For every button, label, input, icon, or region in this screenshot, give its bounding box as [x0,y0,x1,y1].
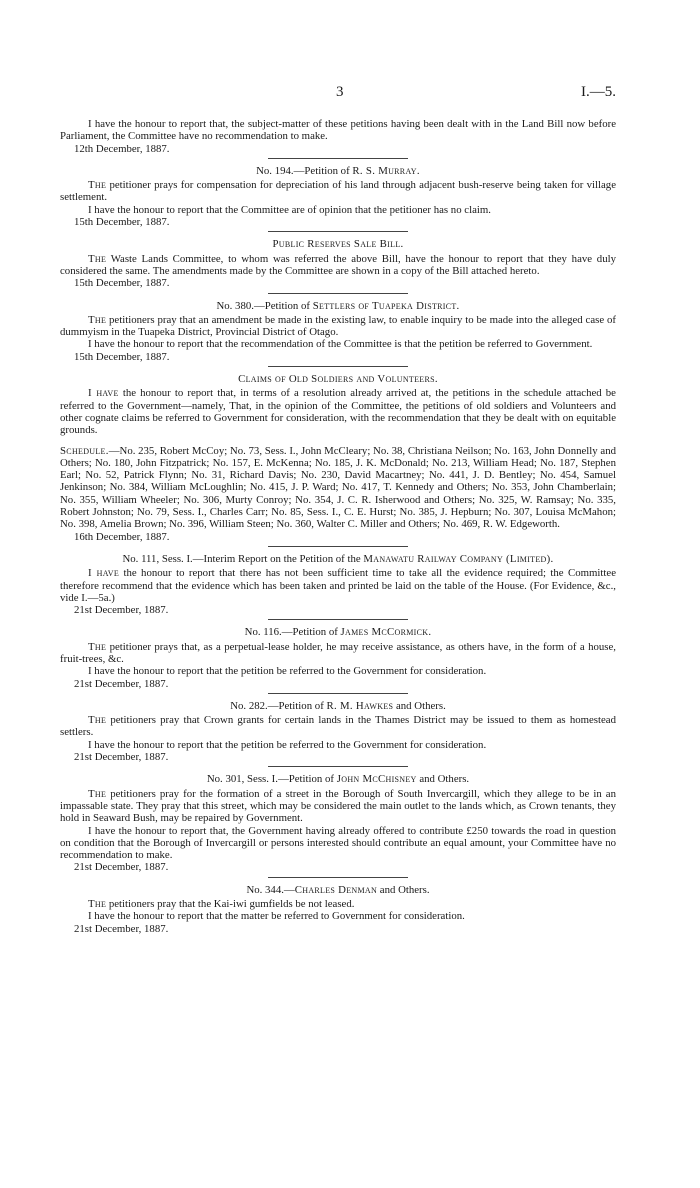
section-paragraph [60,825,616,862]
section-title-pre: No. 301, Sess. I.—Petition of [206,773,337,786]
section-title-pre: No. 111, Sess. I.—Interim Report on the Petition of the [122,552,364,565]
section-date: 15th December, 1887. [74,216,170,229]
section-date: 21st December, 1887. [74,922,169,935]
page-number: 3 [336,84,344,100]
section-divider [268,619,408,620]
section-paragraph [60,641,616,666]
paragraph-text: petitioners pray that an amendment be made in the existing law, to enable inquiry to be made into the alleged case of dummyism in the Tuapeka District, Provincial District of Otago. [60,313,616,339]
paragraph-text: petitioners pray that Crown grants for certain lands in the Thames District may be issued to them as homestead settlers. [60,714,616,739]
section-title-sc: Claims of Old Soldiers and Volunteers. [238,373,438,386]
paragraph-lead: The [88,714,107,727]
section-title-sc: Public Reserves Sale Bill. [272,238,404,251]
section-paragraph [60,898,616,910]
paragraph-text: petitioner prays that, as a perpetual-lease holder, he may receive assistance, as others have, in the form of a house, fruit-trees, &c. [60,640,616,665]
section-title [60,238,616,250]
paragraph-lead: The [88,313,107,326]
section-title-sc: James McCormick. [340,626,432,639]
section-paragraph [60,714,616,739]
petition-sections [60,158,616,935]
section-title-sc: R. S. Murray. [352,164,420,177]
page-reference: I.—5. [581,84,616,100]
section-title-sc: John McChisney [336,773,417,786]
section-title-pre: No. 344.— [246,883,295,896]
section-divider [268,546,408,547]
section-title [60,165,616,177]
page-header [0,84,700,104]
paragraph-text: I have the honour to report that the recommendation of the Committee is that the petition be referred to Government. [88,338,593,351]
section-divider [268,158,408,159]
paragraph-text: petitioners pray for the formation of a street in the Borough of South Invercargill, which they allege to be in an impassable state. They pray that this street, which may be considered the main outlet to the lands which, as Crown tenants, they hold in Seaward Bush, may be repaired by Government. [60,787,616,825]
paragraph-lead: The [88,179,107,192]
section-title-sc: R. M. Hawkes [326,699,394,712]
section-paragraph [60,445,616,531]
paragraph-text: I have the honour to report that the petition be referred to the Government for consideration. [88,738,487,751]
paragraph-lead: The [88,252,107,265]
section-title-pre: No. 194.—Petition of [256,164,353,177]
paragraph-lead: The [88,787,107,800]
document-body [60,118,616,935]
section-title-pre: No. 380.—Petition of [216,299,313,312]
section-date: 21st December, 1887. [74,751,169,764]
paragraph-text: the honour to report that there has not been sufficient time to take all the evidence required; the Committee therefore recommend that the evidence which has been taken and printed be laid on the table of the House. (For Evidence, &c., vide I.—5a.) [60,567,616,604]
section-divider [268,231,408,232]
section-title-sc: Settlers of Tuapeka District. [312,299,460,312]
section-title-post: and Others. [416,773,470,786]
paragraph-text: the honour to report that, in terms of a resolution already arrived at, the petitions in the schedule attached be referred to the Government—namely, That, in the opinion of the Committee, the petitions of old soldiers and Volunteers and other cognate claims be referred to Government for consideration, with the recommendation that they be dealt with on equitable grounds. [60,387,616,437]
section-divider [268,693,408,694]
section-title [60,626,616,638]
section-paragraph [60,665,616,677]
section-title [60,300,616,312]
section-paragraph [60,253,616,278]
section-title-post: and Others. [393,699,446,712]
section-date: 21st December, 1887. [74,604,169,617]
section-paragraph [60,910,616,922]
section-date: 21st December, 1887. [74,861,169,874]
section-paragraph [60,179,616,204]
paragraph-text: I have the honour to report that the petition be referred to the Government for consideration. [88,665,487,678]
section-title-pre: No. 282.—Petition of [230,699,327,712]
paragraph-text: Waste Lands Committee, to whom was referred the above Bill, have the honour to report that they have duly considered the same. The amendments made by the Committee are shown in a copy of the Bill attached hereto. [60,252,616,277]
section-divider [268,293,408,294]
section-title-post: and Others. [377,883,430,896]
section-paragraph [60,204,616,216]
paragraph-text: I have the honour to report that the matter be referred to Government for consideration. [88,910,465,923]
paragraph-text: petitioner prays for compensation for depreciation of his land through adjacent bush-reserve being taken for village settlement. [60,179,616,204]
section-date: 15th December, 1887. [74,277,170,290]
section-divider [268,366,408,367]
section-divider [268,766,408,767]
section-title-pre: No. 116.—Petition of [244,626,341,639]
section-paragraph [60,314,616,339]
section-paragraph [60,567,616,604]
paragraph-text: I have the honour to report that, the Government having already offered to contribute £250 towards the road in question on condition that the Borough of Invercargill or persons interested should contribute an equal amount, your Committee have no recommendation to make. [60,824,616,862]
section-date: 15th December, 1887. [74,350,170,363]
paragraph-lead: The [88,640,107,653]
intro-paragraph: I have the honour to report that, the subject-matter of these petitions having been dealt with in the Land Bill now before Parliament, the Committee have no recommendation to make. [60,118,616,143]
section-date: 21st December, 1887. [74,677,169,690]
section-paragraph [60,739,616,751]
section-paragraph [60,387,616,436]
section-paragraph [60,788,616,825]
section-title [60,773,616,785]
paragraph-lead: Schedule. [60,444,109,457]
section-title [60,884,616,896]
paragraph-lead: The [88,898,107,911]
paragraph-lead: I have [88,387,119,400]
paragraph-text: —No. 235, Robert McCoy; No. 73, Sess. I., John McCleary; No. 38, Christiana Neilson; No. 163, John Donnelly and Others; No. 180, John Fitzpatrick; No. 157, E. McKenna; No. 185, J. K. McDonald; No. 213, William Head; No. 187, Stephen Earl; No. 52, Patrick Flynn; No. 31, Richard Davis; No. 230, David Macartney; No. 441, J. D. Bentley; No. 454, Samuel Jenkinson; No. 384, William McLoughlin; No. 415, J. P. Ward; No. 417, T. Kennedy and Others; No. 353, John Chamberlain; No. 355, William Wheeler; No. 306, Murty Conroy; No. 354, J. C. R. Isherwood and Others; No. 325, W. Ramsay; No. 335, Robert Johnston; No. 79, Sess. I., Charles Carr; No. 85, Sess. I., C. E. Hurst; No. 385, J. Hepburn; No. 307, Louisa McMahon; No. 398, Amelia Brown; No. 396, William Steen; No. 360, Walter C. Miller and Others; No. 469, R. W. Edgeworth. [60,444,616,531]
section-title-sc: Charles Denman [294,883,378,896]
paragraph-text: petitioners pray that the Kai-iwi gumfields be not leased. [106,898,355,911]
section-title [60,700,616,712]
section-title-sc: Manawatu Railway Company (Limited). [363,552,554,565]
section-paragraph [60,338,616,350]
section-date: 16th December, 1887. [74,530,170,543]
section-divider [268,877,408,878]
intro-date: 12th December, 1887. [74,142,170,155]
paragraph-text: I have the honour to report that the Committee are of opinion that the petitioner has no claim. [88,203,491,216]
section-title [60,373,616,385]
paragraph-lead: I have [88,567,120,580]
section-title [60,553,616,565]
